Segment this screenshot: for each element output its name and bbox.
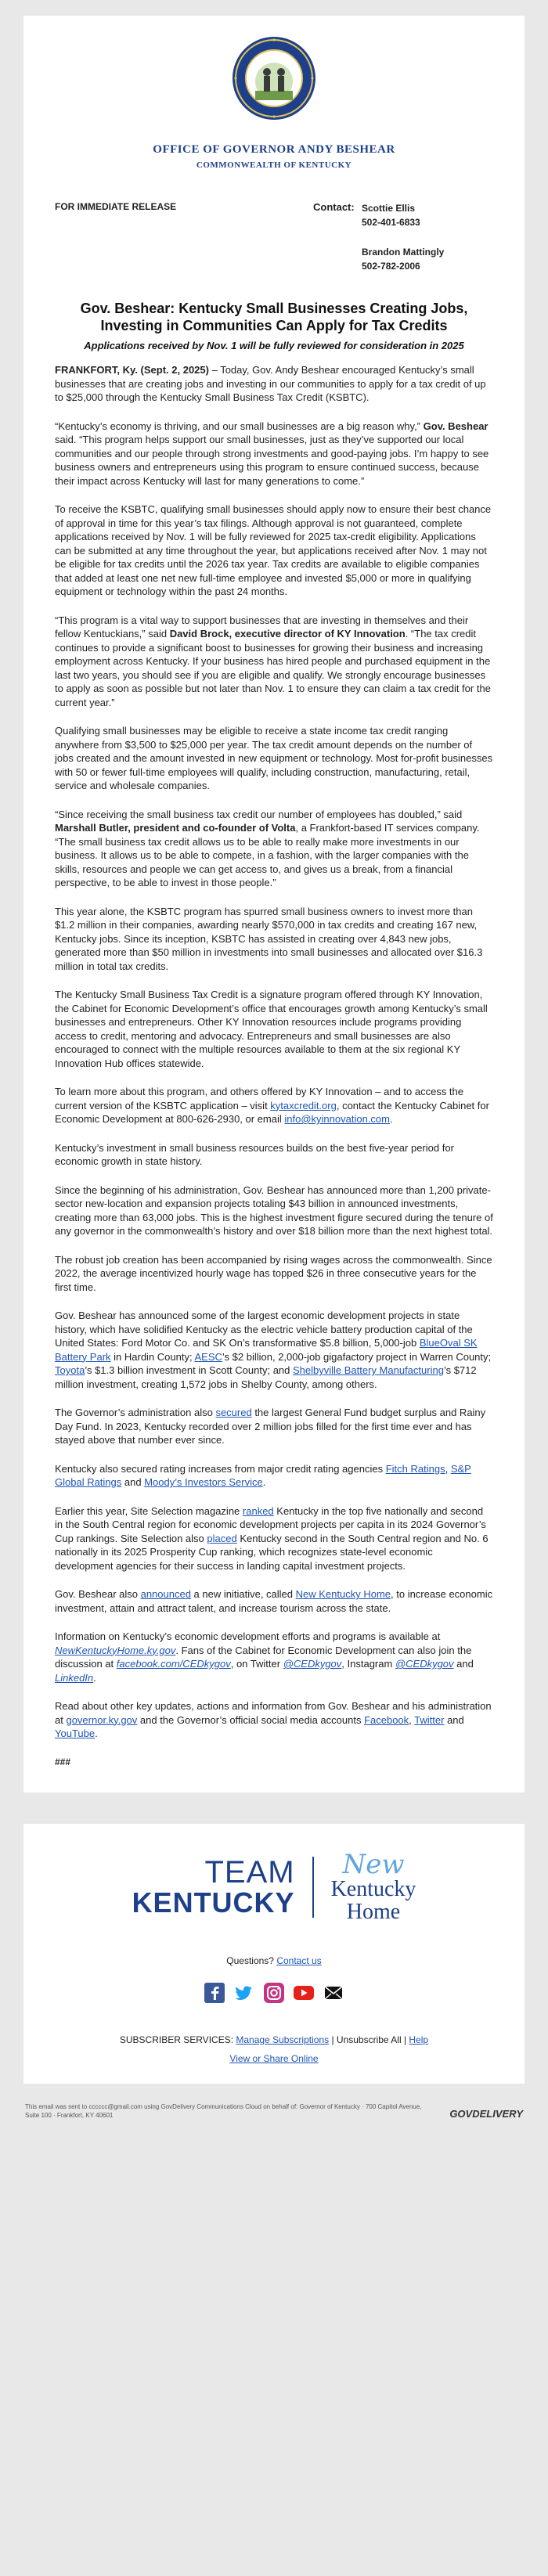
contact-list — [362, 201, 444, 289]
contact-block — [313, 201, 493, 289]
view-online-row — [55, 2049, 493, 2068]
paragraph-text: . Fans of the Cabinet for Economic Development can also join the discussion at — [55, 1644, 472, 1670]
dateline: FRANKFORT, Ky. (Sept. 2, 2025) — [55, 364, 209, 376]
logo-new-text: New — [342, 1849, 405, 1880]
paragraph — [55, 1085, 493, 1126]
kentucky-seal-icon — [232, 36, 316, 121]
speaker-name: David Brock, executive director of KY Innovation — [169, 628, 406, 639]
subheadline: Applications received by Nov. 1 will be fully reviewed for consideration in 2025 — [84, 340, 464, 351]
paragraph-text: “Since receiving the small business tax credit our number of employees has doubled,” said — [55, 808, 463, 820]
kytaxcredit-link[interactable]: kytaxcredit.org — [270, 1099, 337, 1111]
paragraph-text: . — [95, 1728, 98, 1739]
paragraph-text: , Instagram — [341, 1658, 395, 1670]
paragraph — [55, 1462, 493, 1490]
announced-link[interactable]: announced — [140, 1588, 191, 1600]
paragraph-text: ’s $712 million investment, creating 1,572 jobs in Shelby County, among others. — [55, 1364, 477, 1390]
paragraph — [55, 1309, 493, 1391]
paragraph-text: . — [390, 1113, 393, 1125]
paragraph — [55, 1699, 493, 1741]
paragraph: Qualifying small businesses may be eligible to receive a state income tax credit ranging anywhere from $3,500 to $25,000 per year. The tax credit amount depends on the number of jobs created and the amount invested in new equipment or technology. Most for-profit businesses with 50 or fewer full-time employees will qualify, including construction, manufacturing, retail, service and wholesale companies. — [55, 725, 493, 791]
logo-team-text: TEAM — [204, 1855, 295, 1890]
paragraph-text: . — [93, 1671, 96, 1684]
twitter-link[interactable]: Twitter — [414, 1713, 445, 1726]
speaker-name: Gov. Beshear — [420, 420, 489, 432]
article-body — [55, 363, 493, 1769]
questions-line — [55, 1955, 493, 1966]
office-title: OFFICE OF GOVERNOR ANDY BESHEAR — [153, 143, 395, 156]
sp-global-link[interactable]: S&P Global Ratings — [55, 1462, 471, 1488]
logo-home-text: Home — [346, 1900, 401, 1924]
placed-link[interactable]: placed — [207, 1532, 237, 1544]
fine-print: This email was sent to cccccc@gmail.com using GovDelivery Communications Cloud on behalf of: Governor of Kentucky · 700 Capitol Avenue, Suite 100 · Frankfort, KY 40601 — [25, 2103, 422, 2119]
headline: Gov. Beshear: Kentucky Small Businesses Creating Jobs, Investing in Communities Can Apply for Tax Credits — [80, 301, 468, 333]
help-link[interactable]: Help — [409, 2034, 429, 2045]
contact-phone: 502-782-2006 — [362, 261, 420, 272]
separator: | — [401, 2034, 409, 2045]
moodys-link[interactable]: Moody’s Investors Service — [144, 1476, 263, 1488]
paragraph-text: , — [445, 1462, 451, 1475]
paragraph-text: Kentucky also secured rating increases from major credit rating agencies — [55, 1462, 386, 1475]
instagram-icon[interactable] — [263, 1982, 285, 2004]
paragraph: To receive the KSBTC, qualifying small businesses should apply now to ensure their best chance of approval in time for this year’s tax filings. Although approval is not guaranteed, complete applications received by Nov. 1 will be fully reviewed for 2025 tax-credit eligibility. Applications can be submitted at any time throughout the year, but applications received after Nov. 1 may not be eligible for tax credits until the 2026 tax year. Tax credits are available to eligible companies that added at least one net new full-time employee and invested $5,000 or more in qualifying equipment or technology within the past 24 months. — [55, 503, 492, 597]
end-mark: ### — [55, 1756, 71, 1767]
subscriber-services — [55, 2030, 493, 2068]
paragraph-text: , — [409, 1713, 415, 1726]
paragraph-text: . “The tax credit continues to provide a significant boost to businesses for growing their business and increasing employment across Kentucky. If your business has hired people and purchased equipment in the last two years, you should see if you are eligible and qualify. We strongly encourage businesses to apply as soon as possible but not later than Nov. 1 to ensure they can claim a tax credit for the current year.” — [55, 628, 491, 708]
instagram-ced-link[interactable]: @CEDkygov — [395, 1658, 454, 1670]
paragraph-text: the largest General Fund budget surplus and Rainy Day Fund. In 2023, Kentucky recorded over 2 million jobs filled for the first time ever and has stayed above that number ever since. — [55, 1407, 486, 1446]
paragraph — [55, 363, 493, 405]
paragraph-text: in Hardin County; — [110, 1350, 195, 1363]
ranked-link[interactable]: ranked — [242, 1504, 274, 1517]
paragraph-text: , to increase economic investment, attain and attract talent, and increase tourism across the state. — [55, 1588, 493, 1614]
paragraph-text: , contact the Kentucky Cabinet for Economic Development at 800-626-2930, or email — [55, 1099, 489, 1125]
paragraph: The robust job creation has been accompanied by rising wages across the commonwealth. Since 2022, the average incentivized hourly wage has topped $26 in three consecutive years for the first time. — [55, 1253, 492, 1293]
new-kentucky-home-link[interactable]: New Kentucky Home — [295, 1588, 391, 1600]
logo-ky-text: Kentucky — [330, 1877, 416, 1901]
paragraph-text: and the Governor’s official social media accounts — [137, 1713, 365, 1726]
paragraph-text: Earlier this year, Site Selection magazine — [55, 1504, 243, 1517]
govdelivery-logo[interactable]: GOVDELIVERY — [449, 2108, 523, 2120]
contact-person — [362, 201, 444, 229]
paragraph-text: “Kentucky’s economy is thriving, and our small businesses are a big reason why,” — [55, 420, 421, 432]
paragraph — [55, 808, 493, 890]
press-release-card — [23, 16, 525, 1792]
fitch-link[interactable]: Fitch Ratings — [385, 1462, 445, 1475]
view-or-share-online-link[interactable]: View or Share Online — [229, 2053, 319, 2064]
paragraph-text: and — [444, 1713, 464, 1726]
logo-row — [55, 1850, 493, 1924]
paragraph: This year alone, the KSBTC program has spurred small business owners to invest more than $1.2 million in their companies, awarding nearly $570,000 in tax credits and creating 167 new, Kentucky jobs. Since its inception, KSBTC has assisted in creating over 4,843 new jobs, generated more than $50 million in investments into small businesses and allocated over $16.3 million in total tax credits. — [55, 905, 483, 972]
contact-name: Brandon Mattingly — [362, 247, 445, 258]
logo-kentucky-text: KENTUCKY — [132, 1886, 295, 1918]
shelbyville-battery-link[interactable]: Shelbyville Battery Manufacturing — [293, 1364, 444, 1376]
paragraph-text: – Today, Gov. Andy Beshear encouraged Kentucky’s small businesses that are creating jobs and investing in our communities to apply for a tax credit of up to $25,000 through the Kentucky Small Business Tax Credit (KSBTC). — [55, 364, 486, 403]
subscriber-services-row — [55, 2030, 493, 2049]
paragraph-text: , a Frankfort-based IT services company. “The small business tax credit allows us to be able to really make more investments in our business. It allows us to be able to compete, in a fashion, with the larger companies with the skills, resources and people we can get access to, and gives us a break, from a financial perspective, to be able to invest in those people.” — [55, 822, 480, 888]
email-link[interactable]: info@kyinnovation.com — [284, 1113, 390, 1125]
paragraph-text: a new initiative, called — [190, 1588, 296, 1600]
paragraph: The Kentucky Small Business Tax Credit is a signature program offered through KY Innovation, the Cabinet for Economic Development’s office that encourages growth among Kentucky’s small businesses and entrepreneurs. Other KY Innovation resources include programs providing access to credit, mentoring and advocacy. Entrepreneurs and small businesses are also encouraged to connect with the multiple resources available to them at the six regional KY Innovation Hub offices statewide. — [55, 989, 488, 1069]
aesc-link[interactable]: AESC — [194, 1350, 222, 1363]
email-footer — [23, 1824, 525, 2084]
paragraph-text: To learn more about this program, and others offered by KY Innovation – and to access the current version of the KSBTC application – visit — [55, 1086, 464, 1111]
paragraph — [55, 1587, 493, 1615]
office-subtitle: COMMONWEALTH OF KENTUCKY — [196, 160, 352, 170]
new-kentucky-home-logo[interactable] — [314, 1850, 416, 1924]
paragraph — [55, 420, 493, 488]
newkentuckyhome-site-link[interactable]: NewKentuckyHome.ky.gov — [55, 1644, 176, 1656]
social-icons — [55, 1982, 493, 2004]
twitter-ced-link[interactable]: @CEDkygov — [283, 1658, 342, 1670]
paragraph — [55, 1504, 493, 1573]
contact-person — [362, 245, 444, 273]
linkedin-ced-link[interactable]: LinkedIn — [55, 1671, 94, 1684]
paragraph-text: Kentucky in the top five nationally and second in the South Central region for economic development projects per capita in its 2024 Governor’s Cup rankings. Site Selection also — [55, 1504, 486, 1544]
speaker-name: Marshall Butler, president and co-founder of Volta — [55, 822, 296, 834]
paragraph-text: “This program is a vital way to support businesses that are investing in themselves and their fellow Kentuckians,” said — [55, 614, 469, 639]
release-label: FOR IMMEDIATE RELEASE — [55, 201, 177, 212]
paragraph — [55, 1630, 493, 1684]
paragraph-text: and — [121, 1476, 145, 1488]
governor-site-link[interactable]: governor.ky.gov — [66, 1713, 138, 1726]
paragraph-text: , on Twitter — [230, 1658, 283, 1670]
twitter-icon[interactable] — [233, 1982, 255, 2004]
paragraph-text: Kentucky second in the South Central region and No. 6 nationally in its 2025 Prosperity Cup ranking, which recognizes state-level economic development agencies for their success in landing capital investment projects. — [55, 1532, 489, 1572]
paragraph: Since the beginning of his administration, Gov. Beshear has announced more than 1,200 private-sector new-location and expansion projects totaling $43 billion in announced investments, creating more than 63,000 jobs. This is the highest investment figure secured during the tenure of any governor in the commonwealth’s history and over $18 billion more than the next highest total. — [55, 1184, 493, 1237]
fine-print-row — [23, 2102, 525, 2120]
manage-subscriptions-link[interactable]: Manage Subscriptions — [236, 2034, 330, 2045]
email-icon[interactable] — [323, 1982, 344, 2004]
paragraph — [55, 614, 493, 710]
paragraph: Kentucky’s investment in small business resources builds on the best five-year period for economic growth in state history. — [55, 1141, 454, 1167]
facebook-link[interactable]: Facebook — [364, 1713, 409, 1726]
paragraph-text: ’s $1.3 billion investment in Scott County; and — [85, 1364, 293, 1376]
paragraph-text: Information on Kentucky’s economic development efforts and programs is available at — [55, 1630, 441, 1642]
facebook-ced-link[interactable]: facebook.com/CEDkygov — [116, 1658, 231, 1670]
contact-us-link[interactable]: Contact us — [276, 1955, 322, 1966]
secured-link[interactable]: secured — [215, 1407, 252, 1418]
contact-phone: 502-401-6833 — [362, 217, 420, 228]
paragraph-text: and — [453, 1658, 474, 1670]
team-kentucky-logo[interactable] — [132, 1857, 314, 1918]
facebook-icon[interactable] — [204, 1982, 225, 2004]
paragraph-text: The Governor’s administration also — [55, 1407, 216, 1418]
paragraph-text: ’s $2 billion, 2,000-job gigafactory project in Warren County; — [222, 1350, 492, 1363]
blueoval-link[interactable]: BlueOval SK Battery Park — [55, 1337, 478, 1363]
youtube-link[interactable]: YouTube — [55, 1728, 96, 1739]
toyota-link[interactable]: Toyota — [55, 1364, 85, 1376]
unsubscribe-all-link[interactable]: Unsubscribe All — [336, 2034, 402, 2045]
paragraph-text: said. “This program helps support our small businesses, just as they’ve supported our local communities and our people through strong investments and good-paying jobs. I’m happy to see business owners and entrepreneurs using this program to ensure continued success, because their impact across Kentucky will last for many generations to come.” — [55, 434, 489, 487]
questions-label: Questions? — [226, 1955, 277, 1966]
paragraph-text: Gov. Beshear also — [55, 1588, 141, 1600]
youtube-icon[interactable] — [293, 1982, 315, 2004]
paragraph-text: Gov. Beshear has announced some of the largest economic development projects in state history, which have solidified Kentucky as the electric vehicle battery production capital of the United States: Ford Motor Co. and SK On’s transformative $5.8 billion, 5,000-job — [55, 1310, 473, 1349]
contact-label: Contact: — [313, 201, 355, 213]
paragraph — [55, 1406, 493, 1447]
release-header — [55, 201, 493, 289]
paragraph-text: . — [262, 1476, 266, 1488]
subscriber-services-label: SUBSCRIBER SERVICES: — [119, 2034, 236, 2045]
contact-name: Scottie Ellis — [362, 203, 416, 214]
seal-container — [55, 33, 493, 124]
separator: | — [329, 2034, 337, 2045]
paragraph-text: Read about other key updates, actions and information from Gov. Beshear and his administration at — [55, 1700, 492, 1726]
